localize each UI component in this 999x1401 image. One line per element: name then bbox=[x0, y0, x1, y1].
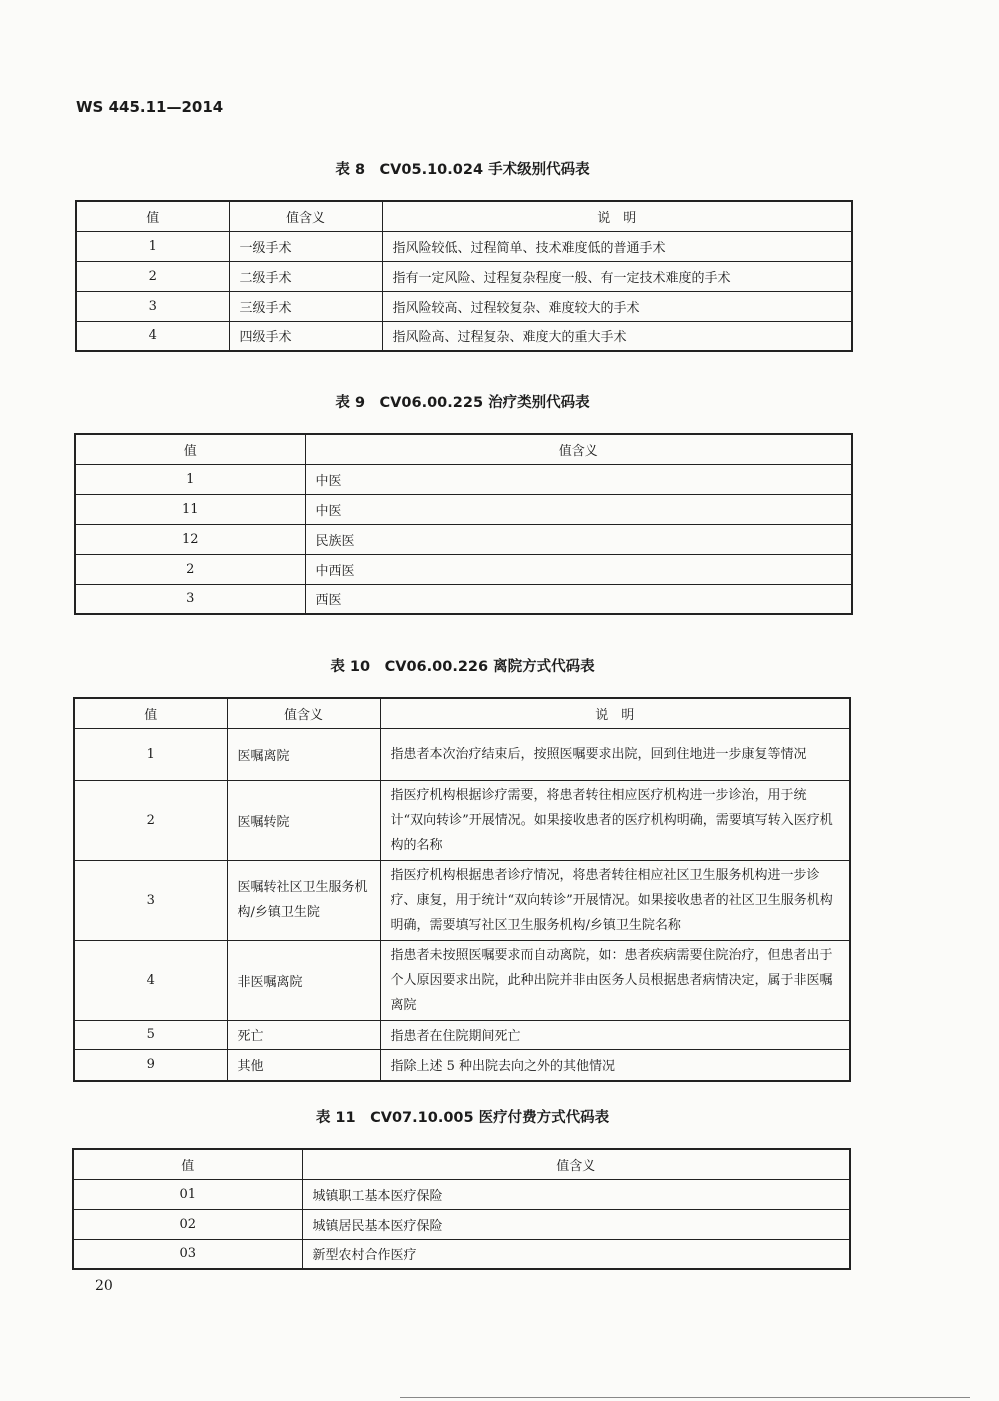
table-row bbox=[76, 231, 852, 261]
table10-cell-value: 5 bbox=[74, 1020, 227, 1049]
table8-cell-meaning: 二级手术 bbox=[229, 261, 382, 291]
table9-cell-meaning: 民族医 bbox=[305, 524, 852, 554]
table10-cell-meaning: 非医嘱离院 bbox=[227, 940, 380, 1020]
table10-cell-value: 2 bbox=[74, 780, 227, 860]
table10-header-meaning: 值含义 bbox=[227, 698, 380, 728]
table10-caption: 表 10 CV06.00.226 离院方式代码表 bbox=[330, 659, 595, 675]
table9-header-row bbox=[75, 434, 852, 464]
table-row bbox=[73, 1179, 850, 1209]
table10-cell-meaning: 其他 bbox=[227, 1049, 380, 1081]
table10-cell-description: 指医疗机构根据诊疗需要，将患者转往相应医疗机构进一步诊治，用于统计“双向转诊”开展情况。如果接收患者的医疗机构明确，需要填写转入医疗机构的名称 bbox=[380, 780, 850, 860]
table11-cell-meaning: 城镇居民基本医疗保险 bbox=[302, 1209, 850, 1239]
table8-cell-description: 指风险高、过程复杂、难度大的重大手术 bbox=[382, 321, 852, 351]
table-row bbox=[74, 860, 850, 940]
table-row bbox=[75, 464, 852, 494]
table10-cell-value: 1 bbox=[74, 728, 227, 780]
table10-header-value: 值 bbox=[74, 698, 227, 728]
table11-header-row bbox=[73, 1149, 850, 1179]
table10-cell-description: 指患者本次治疗结束后，按照医嘱要求出院，回到住地进一步康复等情况 bbox=[380, 728, 850, 780]
footer-divider bbox=[400, 1397, 970, 1398]
table-row bbox=[76, 261, 852, 291]
table8-caption: 表 8 CV05.10.024 手术级别代码表 bbox=[335, 162, 590, 178]
page-number: 20 bbox=[95, 1278, 113, 1294]
table9-cell-value: 1 bbox=[75, 464, 305, 494]
table11-caption: 表 11 CV07.10.005 医疗付费方式代码表 bbox=[315, 1110, 610, 1126]
table8-header-description: 说 明 bbox=[382, 201, 852, 231]
table9-cell-meaning: 中西医 bbox=[305, 554, 852, 584]
table11-header-meaning: 值含义 bbox=[302, 1149, 850, 1179]
table9-header-meaning: 值含义 bbox=[305, 434, 852, 464]
table9-cell-value: 11 bbox=[75, 494, 305, 524]
table9-cell-value: 3 bbox=[75, 584, 305, 614]
table-row bbox=[74, 780, 850, 860]
table10-cell-value: 9 bbox=[74, 1049, 227, 1081]
table9-cell-meaning: 西医 bbox=[305, 584, 852, 614]
table9-header-value: 值 bbox=[75, 434, 305, 464]
table-row bbox=[75, 524, 852, 554]
table8-cell-description: 指风险较低、过程简单、技术难度低的普通手术 bbox=[382, 231, 852, 261]
table8-cell-value: 4 bbox=[76, 321, 229, 351]
table11-cell-meaning: 新型农村合作医疗 bbox=[302, 1239, 850, 1269]
table8 bbox=[75, 200, 853, 352]
table11-cell-value: 03 bbox=[73, 1239, 302, 1269]
table-row bbox=[74, 1049, 850, 1081]
table-row bbox=[75, 584, 852, 614]
table11-cell-value: 02 bbox=[73, 1209, 302, 1239]
table9-cell-value: 12 bbox=[75, 524, 305, 554]
table8-cell-value: 2 bbox=[76, 261, 229, 291]
table8-cell-description: 指有一定风险、过程复杂程度一般、有一定技术难度的手术 bbox=[382, 261, 852, 291]
table10-cell-description: 指患者在住院期间死亡 bbox=[380, 1020, 850, 1049]
table-row bbox=[73, 1239, 850, 1269]
table10-header-row bbox=[74, 698, 850, 728]
table8-cell-description: 指风险较高、过程较复杂、难度较大的手术 bbox=[382, 291, 852, 321]
table8-header-meaning: 值含义 bbox=[229, 201, 382, 231]
table-row bbox=[73, 1209, 850, 1239]
table10-header-description: 说 明 bbox=[380, 698, 850, 728]
table9-caption: 表 9 CV06.00.225 治疗类别代码表 bbox=[335, 395, 590, 411]
table11 bbox=[72, 1148, 851, 1270]
table9-cell-meaning: 中医 bbox=[305, 464, 852, 494]
table8-cell-value: 1 bbox=[76, 231, 229, 261]
table9 bbox=[74, 433, 853, 615]
table8-cell-meaning: 三级手术 bbox=[229, 291, 382, 321]
table11-cell-meaning: 城镇职工基本医疗保险 bbox=[302, 1179, 850, 1209]
standard-header: WS 445.11—2014 bbox=[76, 98, 224, 116]
table10-cell-meaning: 死亡 bbox=[227, 1020, 380, 1049]
table10-cell-description: 指医疗机构根据患者诊疗情况，将患者转往相应社区卫生服务机构进一步诊疗、康复，用于统计“双向转诊”开展情况。如果接收患者的社区卫生服务机构明确，需要填写社区卫生服务机构/乡镇卫生院名称 bbox=[380, 860, 850, 940]
table8-cell-meaning: 一级手术 bbox=[229, 231, 382, 261]
table11-header-value: 值 bbox=[73, 1149, 302, 1179]
table9-cell-meaning: 中医 bbox=[305, 494, 852, 524]
table-row bbox=[75, 494, 852, 524]
table-row bbox=[76, 321, 852, 351]
table8-cell-meaning: 四级手术 bbox=[229, 321, 382, 351]
table10-cell-meaning: 医嘱离院 bbox=[227, 728, 380, 780]
table-row bbox=[74, 728, 850, 780]
table10-cell-value: 4 bbox=[74, 940, 227, 1020]
table9-cell-value: 2 bbox=[75, 554, 305, 584]
table8-header-value: 值 bbox=[76, 201, 229, 231]
table10-cell-description: 指患者未按照医嘱要求而自动离院，如：患者疾病需要住院治疗，但患者出于个人原因要求出院，此种出院并非由医务人员根据患者病情决定，属于非医嘱离院 bbox=[380, 940, 850, 1020]
table10-cell-meaning: 医嘱转社区卫生服务机构/乡镇卫生院 bbox=[227, 860, 380, 940]
table-row bbox=[74, 1020, 850, 1049]
table8-cell-value: 3 bbox=[76, 291, 229, 321]
table11-cell-value: 01 bbox=[73, 1179, 302, 1209]
table-row bbox=[74, 940, 850, 1020]
table-row bbox=[75, 554, 852, 584]
table10 bbox=[73, 697, 851, 1082]
table10-cell-meaning: 医嘱转院 bbox=[227, 780, 380, 860]
table10-cell-description: 指除上述 5 种出院去向之外的其他情况 bbox=[380, 1049, 850, 1081]
table-row bbox=[76, 291, 852, 321]
table8-header-row bbox=[76, 201, 852, 231]
table10-cell-value: 3 bbox=[74, 860, 227, 940]
